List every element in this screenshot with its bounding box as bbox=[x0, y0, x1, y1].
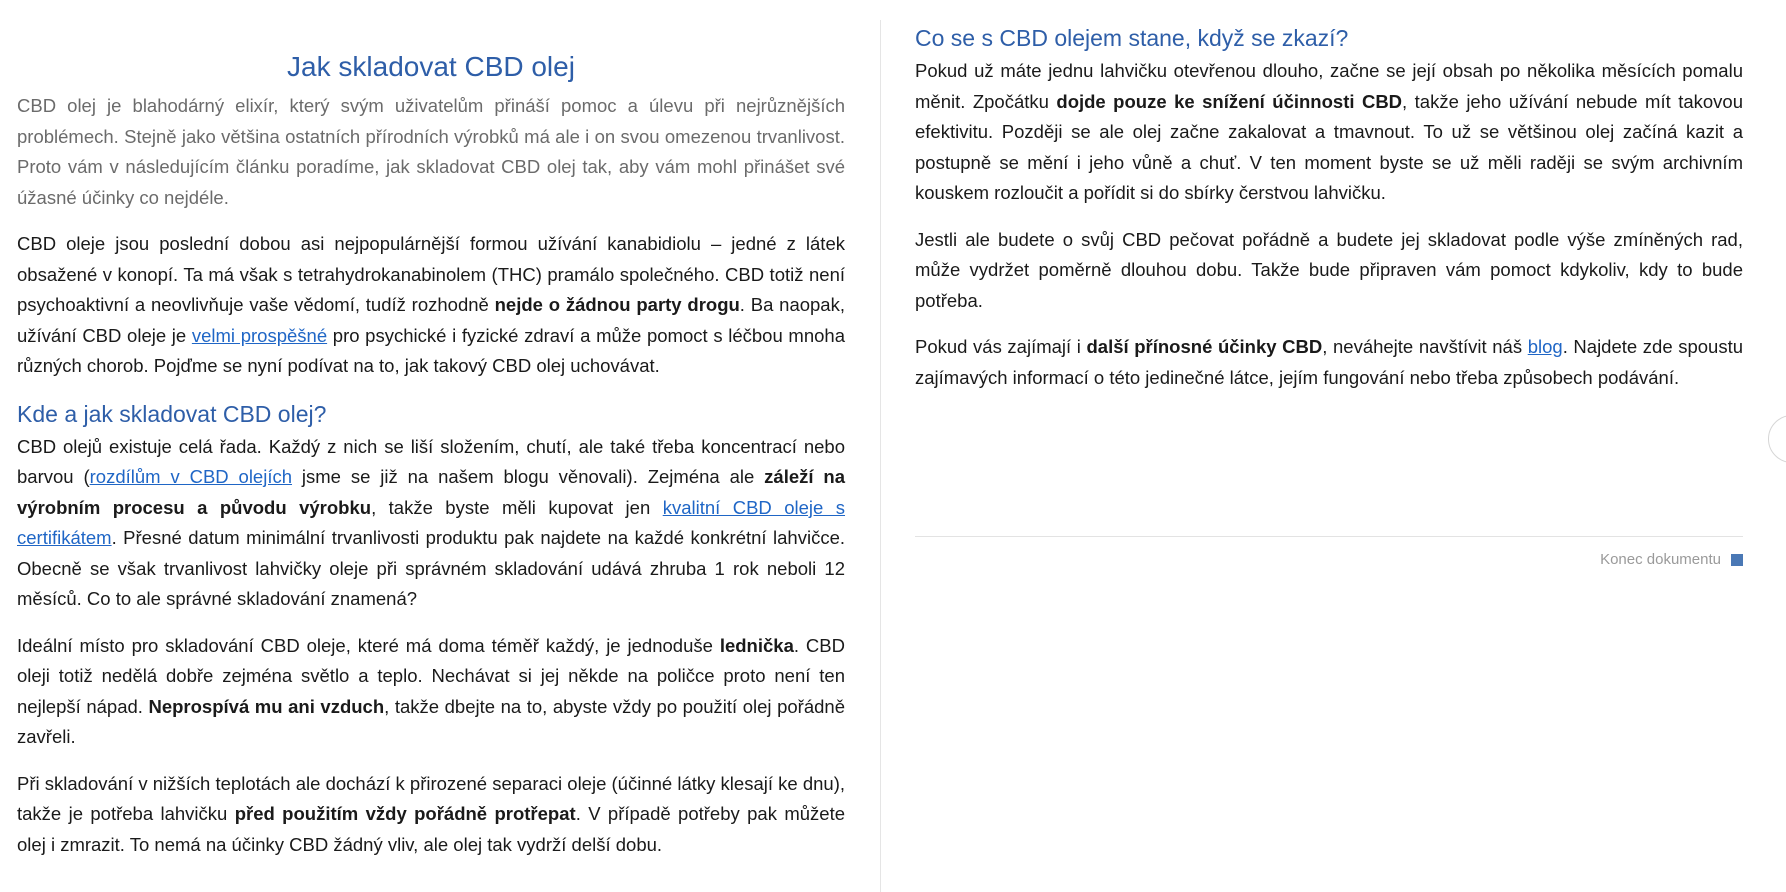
heading-co-se-stane: Co se s CBD olejem stane, když se zkazí? bbox=[915, 25, 1349, 51]
paragraph-separace bbox=[17, 769, 845, 861]
text-run: , takže byste měli kupovat jen bbox=[371, 496, 663, 518]
bold-run: dojde pouze ke snížení účinnosti CBD bbox=[1056, 90, 1403, 112]
next-page-button[interactable] bbox=[1768, 415, 1786, 463]
text-run: . Přesné datum minimální trvanlivosti produktu pak najdete na každé konkrétní lahvičce. Obecně se však trvanlivost lahvičky oleje při správném skladování udává zhruba 1 rok neboli 12 měsíců. Co to ale správné skladování znamená? bbox=[17, 527, 845, 609]
bold-run: lednička bbox=[719, 634, 794, 656]
bold-run: Neprospívá mu ani vzduch bbox=[148, 695, 385, 717]
bold-run: další přínosné účinky CBD bbox=[1086, 336, 1323, 357]
paragraph-cbd-popularity bbox=[17, 229, 845, 382]
bold-run: před použitím vždy pořádně protřepat bbox=[234, 803, 576, 824]
text-run: CBD oleje jsou poslední dobou asi nejpopulárnější formou užívání kanabidiolu – jedné z látek obsažené v konopí. Ta má však s tetrahydrokanabinolem (THC) pramálo společného. CBD totiž není psychoaktivní a neovlivňuje vaše vědomí, tudíž rozhodně bbox=[17, 233, 845, 315]
text-run: Pokud vás zajímají i bbox=[915, 336, 1087, 357]
text-run: . Ba naopak, užívání CBD oleje je bbox=[17, 294, 845, 346]
paragraph-lednicka bbox=[17, 631, 845, 753]
text-run: . CBD oleji totiž nedělá dobře zejména světlo a teplo. Nechávat si jej někde na poličce proto není ten nejlepší nápad. bbox=[17, 634, 845, 717]
paragraph-zkazeni bbox=[915, 56, 1743, 209]
end-of-document-marker bbox=[1600, 551, 1743, 568]
end-square-icon bbox=[1731, 554, 1743, 566]
link-kvalitni-cbd-oleje[interactable]: kvalitní CBD oleje s certifikátem bbox=[17, 496, 846, 548]
text-run: , takže jeho užívání nebude mít takovou efektivitu. Později se ale olej začne zakalovat a tmavnout. To už se většinou olej začíná kazit a postupně se mění i jeho vůně a chuť. V ten moment byste se už měli raději se svým archivním kouskem rozloučit a pořídit si do sbírky čerstvou lahvičku. bbox=[915, 90, 1743, 203]
end-of-document-label: Konec dokumentu bbox=[1600, 551, 1721, 568]
column-divider bbox=[880, 20, 881, 892]
end-of-document-rule bbox=[915, 536, 1743, 537]
link-velmi-prospesne[interactable]: velmi prospěšné bbox=[191, 324, 328, 346]
left-column bbox=[17, 47, 845, 876]
bold-run: záleží na výrobním procesu a původu výrobku bbox=[17, 466, 845, 518]
text-run: pro psychické i fyzické zdraví a může pomoct s léčbou mnoha různých chorob. Pojďme se nyní podívat na to, jak takový CBD olej uchovávat. bbox=[17, 324, 845, 376]
text-run: . Najdete zde spoustu zajímavých informací o této jedinečné látce, jejím fungování nebo třeba způsobech podávání. bbox=[915, 336, 1744, 388]
text-run: Při skladování v nižších teplotách ale dochází k přirozené separaci oleje (účinné látky klesají ke dnu), takže je potřeba lahvičku bbox=[17, 772, 845, 824]
text-run: CBD olejů existuje celá řada. Každý z nich se liší složením, chutí, ale také třeba koncentrací nebo barvou ( bbox=[17, 435, 845, 487]
intro-paragraph: CBD olej je blahodárný elixír, který svým uživatelům přináší pomoc a úlevu při nejrůznějších problémech. Stejně jako většina ostatních přírodních výrobků má ale i on svou omezenou trvanlivost. Proto vám v následujícím článku poradíme, jak skladovat CBD olej tak, aby vám mohl přinášet své úžasné účinky co nejdéle. bbox=[17, 95, 845, 208]
text-run: , takže dbejte na to, abyste vždy po použití olej pořádně zavřeli. bbox=[17, 695, 845, 747]
text-run: jsme se již na našem blogu věnovali). Zejména ale bbox=[292, 466, 765, 487]
paragraph-pece: Jestli ale budete o svůj CBD pečovat pořádně a budete jej skladovat podle výše zmíněných rad, může vydržet poměrně dlouhou dobu. Takže bude připraven vám pomoct kdykoliv, kdy to bude potřeba. bbox=[915, 228, 1743, 311]
paragraph-cbd-types bbox=[17, 432, 845, 615]
text-run: . V případě potřeby pak můžete olej i zmrazit. To nemá na účinky CBD žádný vliv, ale olej tak vydrží delší dobu. bbox=[17, 803, 846, 855]
link-blog[interactable]: blog bbox=[1527, 336, 1563, 357]
document-title: Jak skladovat CBD olej bbox=[287, 51, 575, 82]
text-run: Pokud už máte jednu lahvičku otevřenou dlouho, začne se její obsah po několika měsících pomalu měnit. Zpočátku bbox=[915, 60, 1743, 112]
link-rozdilum-v-cbd-olejich[interactable]: rozdílům v CBD olejích bbox=[89, 466, 293, 487]
paragraph-blog bbox=[915, 332, 1743, 393]
text-run: , neváhejte navštívit náš bbox=[1322, 336, 1528, 357]
heading-kde-a-jak: Kde a jak skladovat CBD olej? bbox=[17, 400, 327, 427]
right-column bbox=[915, 22, 1743, 409]
bold-run: nejde o žádnou party drogu bbox=[494, 294, 740, 315]
text-run: Ideální místo pro skladování CBD oleje, které má doma téměř každý, je jednoduše bbox=[17, 634, 720, 656]
